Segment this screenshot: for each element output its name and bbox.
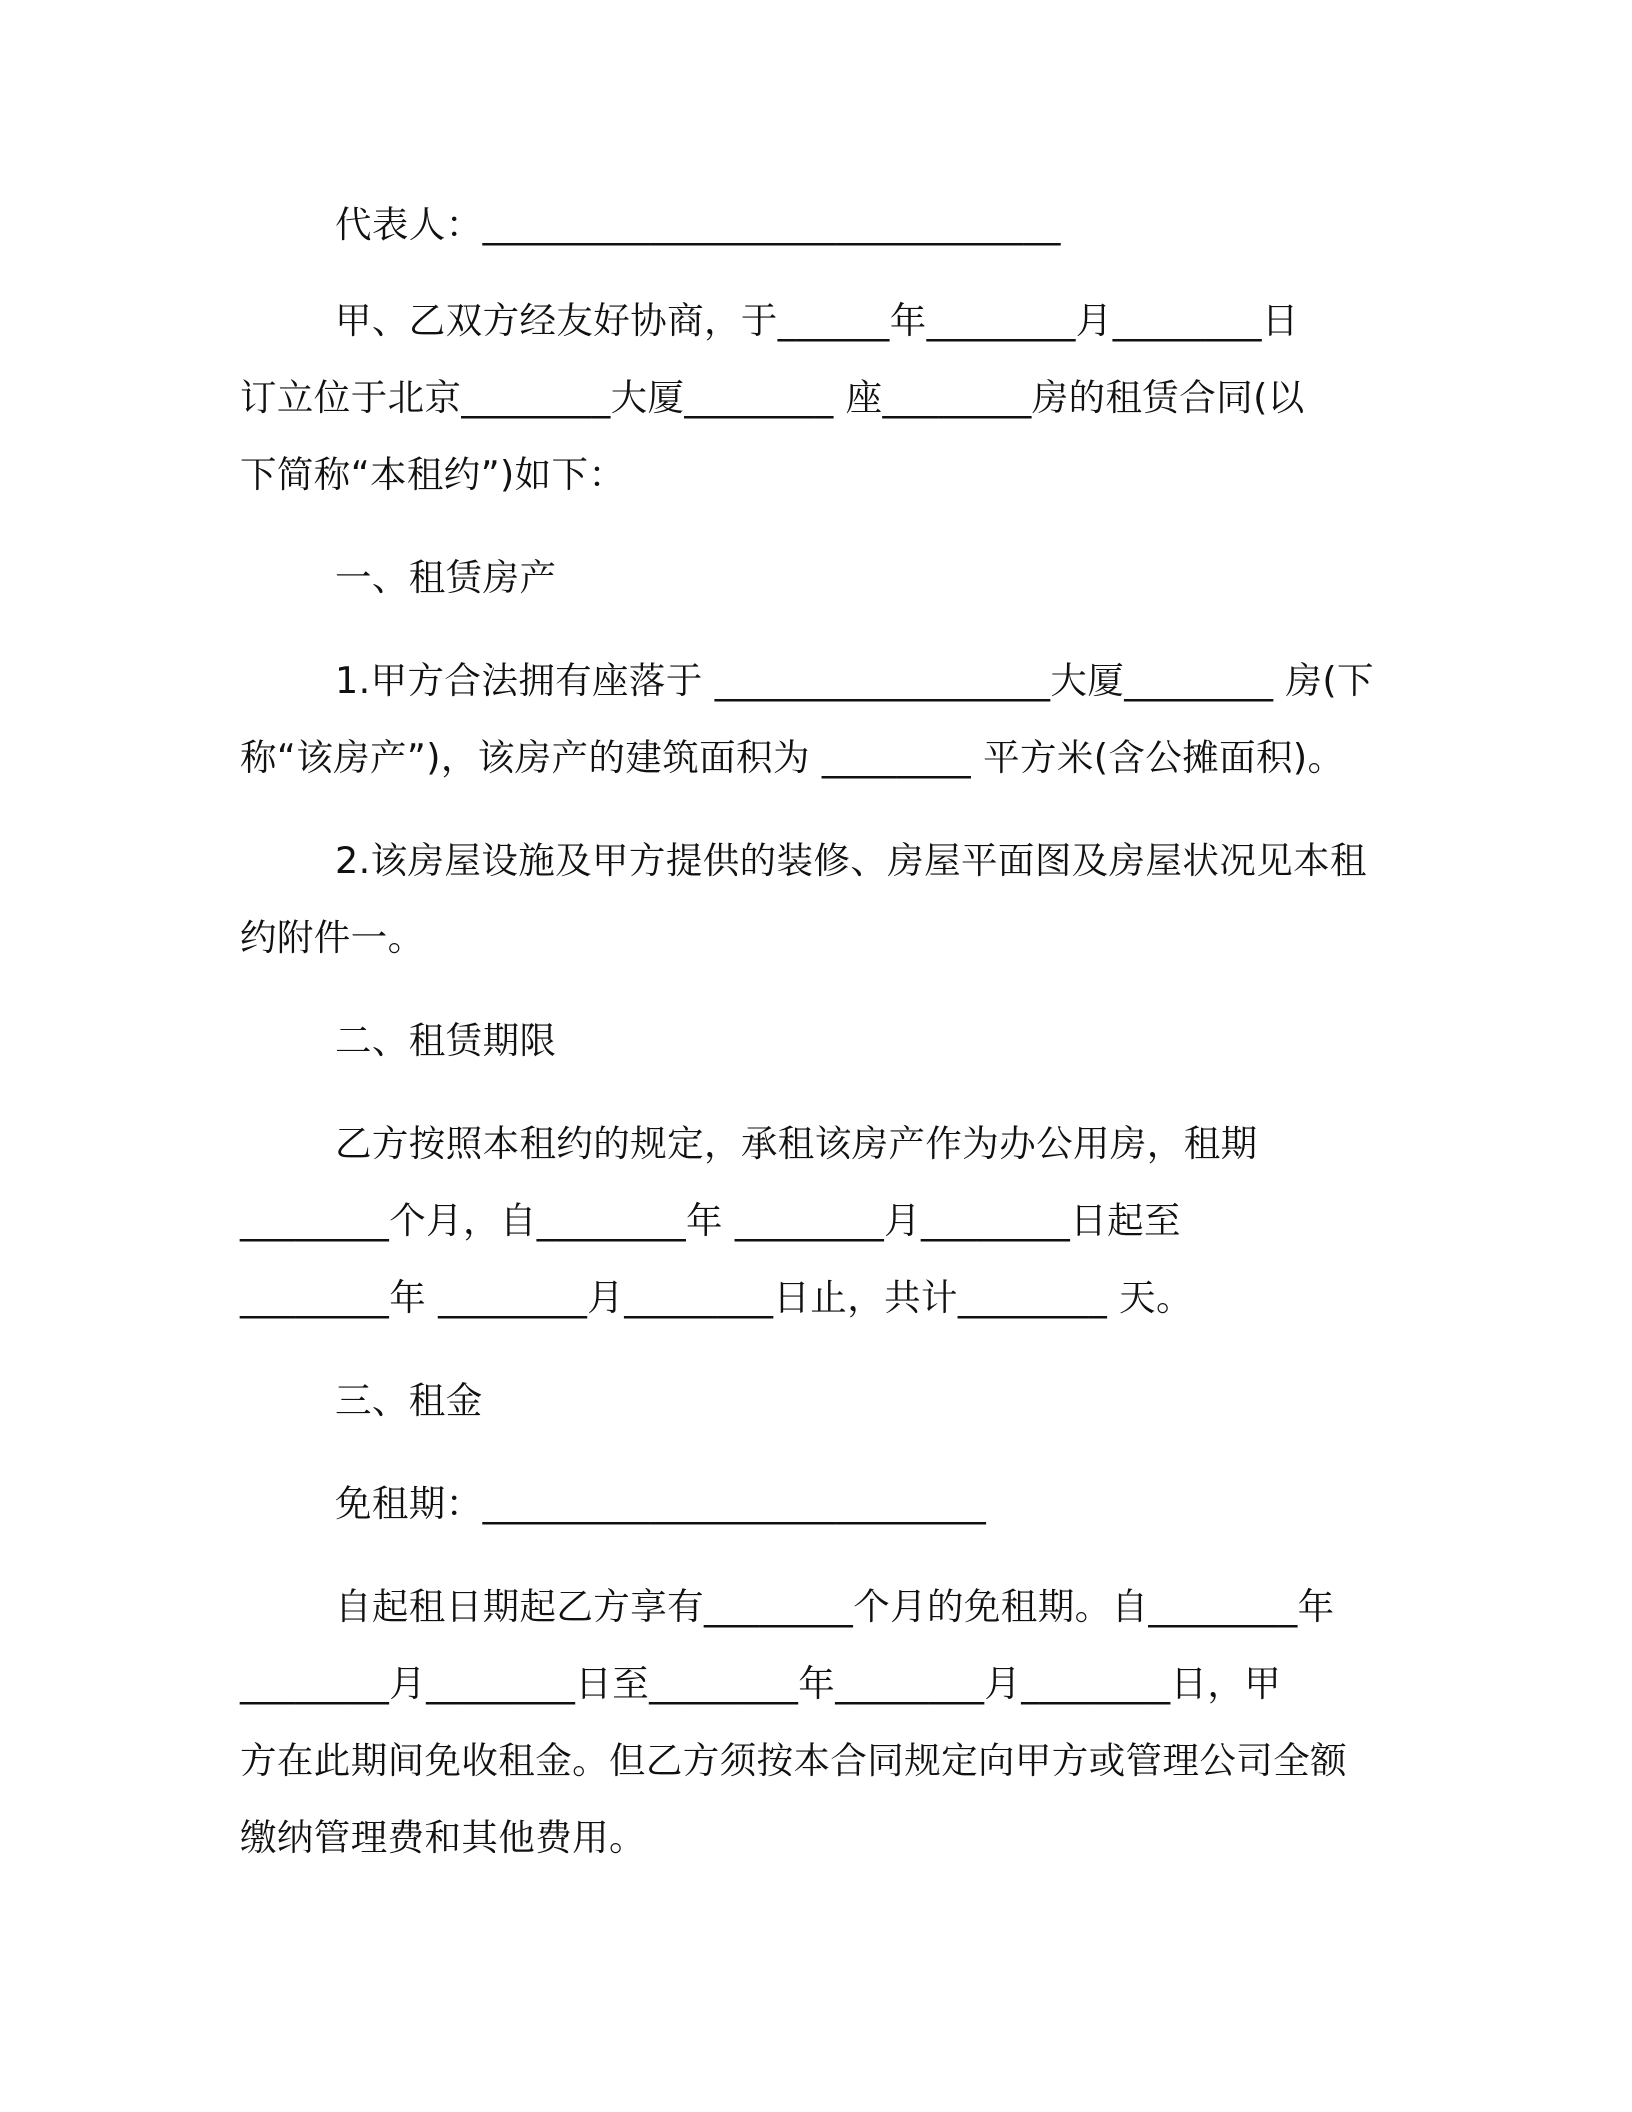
rent-free-paragraph-line-1: 自起租日期起乙方享有________个月的免租期。自________年 [335, 1585, 1335, 1628]
lease-term-line-2: ________个月，自________年 ________月________日起至 [240, 1199, 1181, 1242]
intro-paragraph-line-2: 订立位于北京________大厦________ 座________房的租赁合同(以 [240, 376, 1305, 419]
rent-free-paragraph-line-4: 缴纳管理费和其他费用。 [240, 1816, 646, 1859]
clause-2-line-1: 2.该房屋设施及甲方提供的装修、房屋平面图及房屋状况见本租 [335, 839, 1367, 882]
clause-2-line-2: 约附件一。 [240, 916, 425, 959]
lease-term-line-3: ________年 ________月________日止，共计________ 天。 [240, 1276, 1193, 1319]
representative-line: 代表人：_______________________________ [335, 203, 1061, 246]
intro-paragraph-line-1: 甲、乙双方经友好协商，于______年________月________日 [335, 299, 1299, 342]
section-heading-1: 一、租赁房产 [335, 556, 557, 599]
rent-free-paragraph-line-2: ________月________日至________年________月________日，甲 [240, 1662, 1282, 1705]
clause-1-line-1: 1.甲方合法拥有座落于 __________________大厦________ 房(下 [335, 659, 1374, 702]
rent-free-paragraph-line-3: 方在此期间免收租金。但乙方须按本合同规定向甲方或管理公司全额 [240, 1739, 1347, 1782]
intro-paragraph-line-3: 下简称“本租约”)如下： [240, 453, 626, 496]
section-heading-3: 三、租金 [335, 1379, 483, 1422]
lease-term-line-1: 乙方按照本租约的规定，承租该房产作为办公用房，租期 [335, 1122, 1258, 1165]
clause-1-line-2: 称“该房产”)，该房产的建筑面积为 ________ 平方米(含公摊面积)。 [240, 736, 1345, 779]
rent-free-period-line: 免租期：___________________________ [335, 1482, 987, 1525]
section-heading-2: 二、租赁期限 [335, 1019, 557, 1062]
